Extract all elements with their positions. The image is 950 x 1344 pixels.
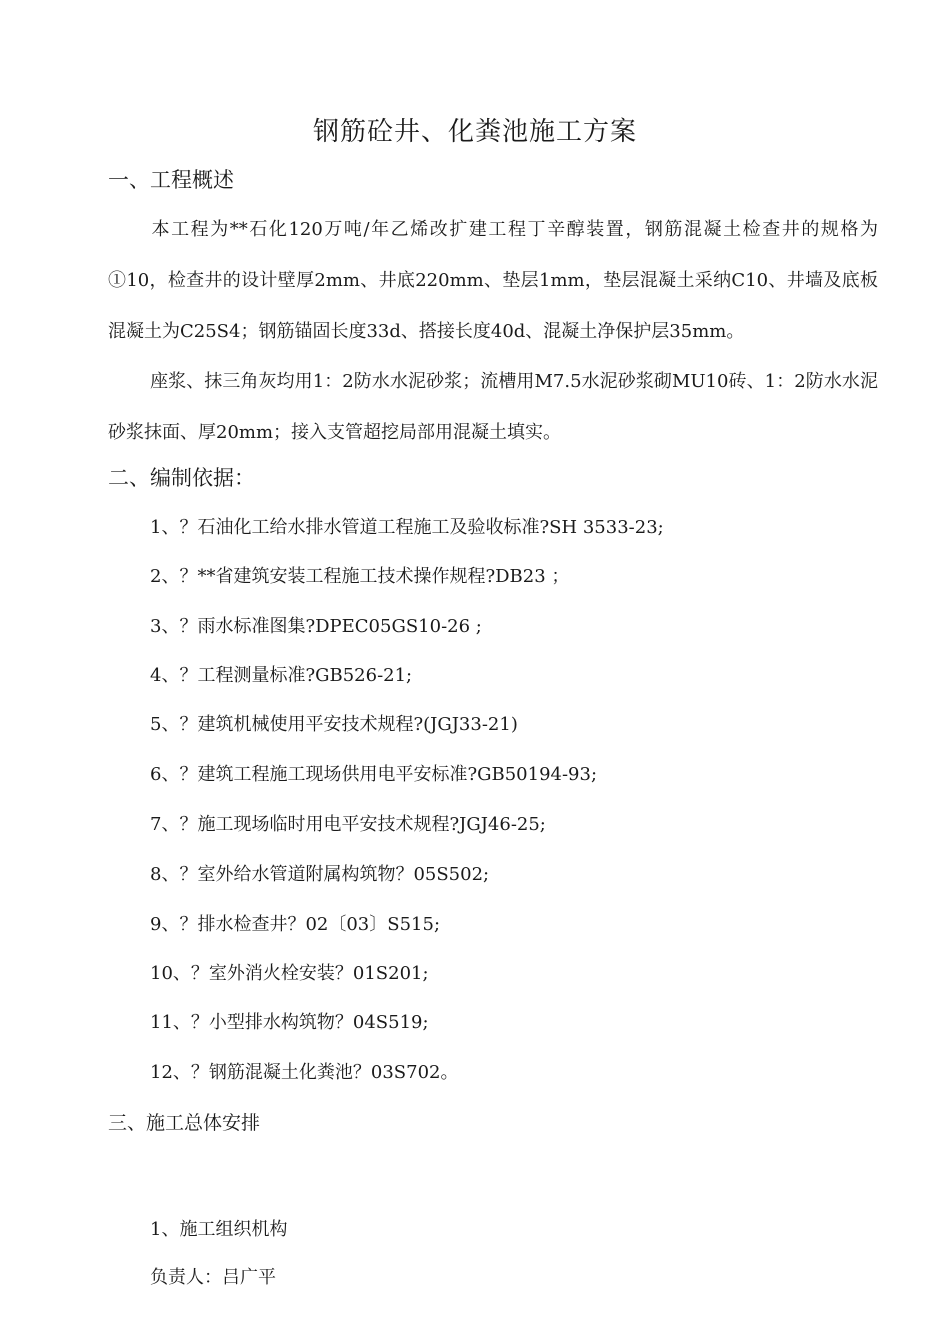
overview-paragraph-2 <box>108 356 878 458</box>
basis-item: 3、？雨水标准图集?DPEC05GS10-26 ; <box>150 616 482 637</box>
overview-paragraph-1-text: 本工程为**石化120万吨/年乙烯改扩建工程丁辛醇装置，钢筋混凝土检查井的规格为①10，检查井的设计壁厚2mm、井底220mm、垫层1mm，垫层混凝土采纳C10、井墙及底板混凝土为C25S4；钢筋锚固长度33d、搭接长度40d、混凝土净保护层35mm。 <box>108 219 878 342</box>
overview-paragraph-2-text: 座浆、抹三角灰均用1：2防水水泥砂浆；流槽用M7.5水泥砂浆砌MU10砖、1：2防水水泥砂浆抹面、厚20mm；接入支管超挖局部用混凝土填实。 <box>108 371 878 443</box>
basis-item: 4、？工程测量标准?GB526-21; <box>150 665 413 686</box>
basis-item: 10、？室外消火栓安装？01S201; <box>150 963 429 984</box>
basis-item: 2、？**省建筑安装工程施工技术操作规程?DB23 ； <box>150 566 570 587</box>
section-heading-overview: 一、工程概述 <box>108 168 234 192</box>
basis-item: 11、？小型排水构筑物？04S519; <box>150 1012 429 1033</box>
basis-item: 1、？石油化工给水排水管道工程施工及验收标准?SH 3533-23; <box>150 517 664 538</box>
basis-item: 7、？施工现场临时用电平安技术规程?JGJ46-25; <box>150 814 546 835</box>
basis-item: 6、？建筑工程施工现场供用电平安标准?GB50194-93; <box>150 764 598 785</box>
subsection-organization: 1、施工组织机构 <box>150 1219 288 1240</box>
basis-item: 9、？排水检查井？02〔03〕S515; <box>150 914 441 935</box>
responsible-person: 负责人：吕广平 <box>150 1267 276 1288</box>
basis-item: 5、？建筑机械使用平安技术规程?(JGJ33-21) <box>150 714 518 735</box>
basis-item: 8、？室外给水管道附属构筑物？05S502; <box>150 864 490 885</box>
basis-item: 12、？钢筋混凝土化粪池？03S702。 <box>150 1062 459 1083</box>
overview-paragraph-1 <box>108 204 878 357</box>
section-heading-basis: 二、编制依据： <box>108 466 255 490</box>
document-title: 钢筋砼井、化粪池施工方案 <box>312 117 637 147</box>
section-heading-arrangement: 三、施工总体安排 <box>108 1112 261 1134</box>
